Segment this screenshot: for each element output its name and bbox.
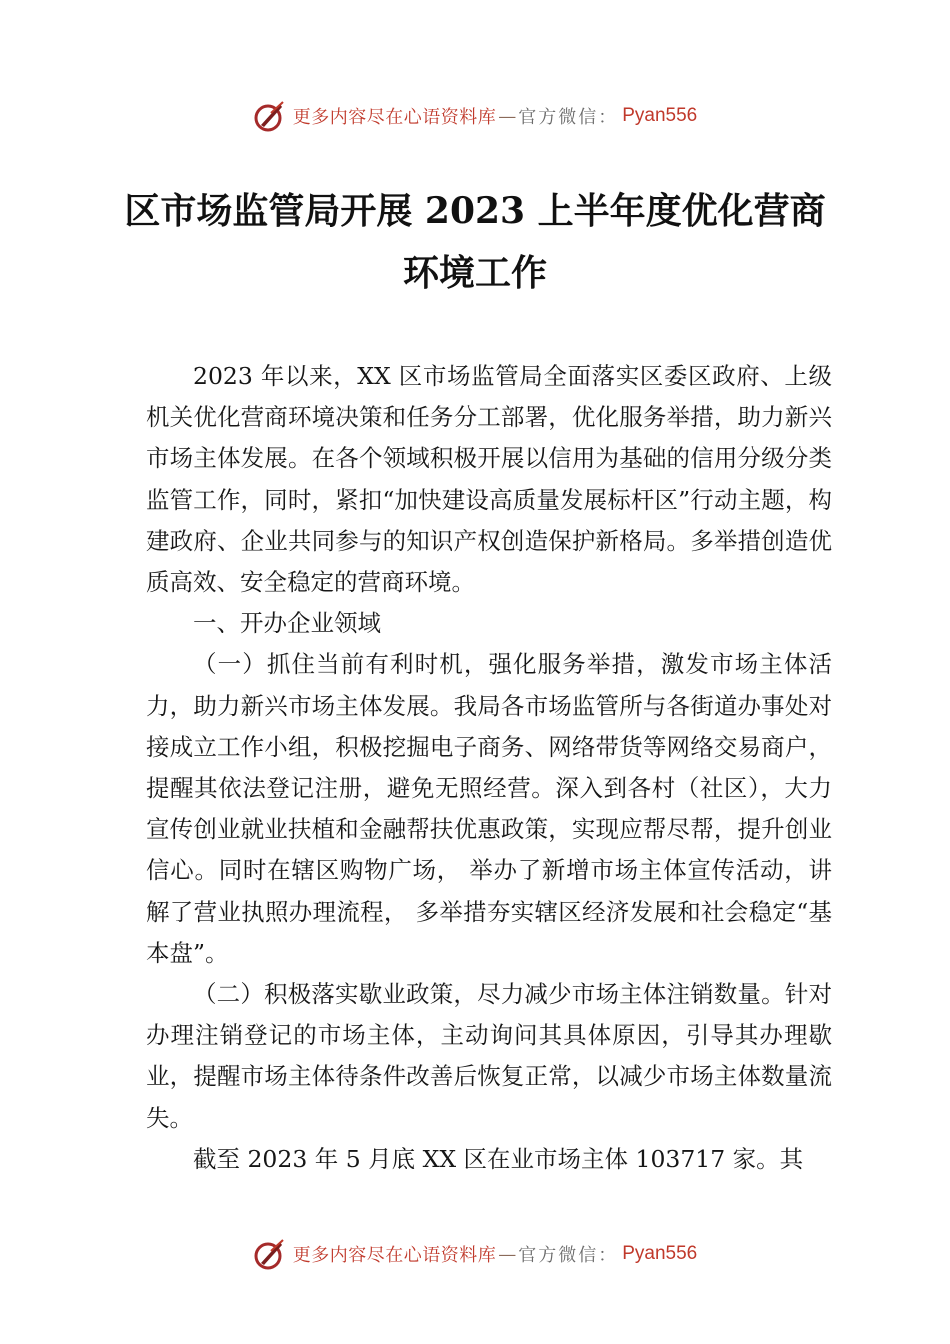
section-heading: 一、开办企业领域 — [193, 609, 381, 638]
banner-dash: — — [498, 105, 517, 127]
banner-dash: — — [498, 1243, 517, 1265]
title-line-2: 环境工作 — [402, 252, 547, 294]
banner-text: 更多内容尽在心语资料库 — [292, 107, 497, 128]
title-line-1: 区市场监管局开展 2023 上半年度优化营商 — [124, 190, 826, 232]
paragraph-stats: 截至 2023 年 5 月底 XX 区在业市场主体 103717 家。其 — [193, 1144, 804, 1173]
paragraph-intro: 2023 年以来，XX 区市场监管局全面落实区委区政府、上级机关优化营商环境决策和任务分工部署，优化服务举措，助力新兴市场主体发展。在各个领域积极开展以信用为基础的信用分级分类监管工作，同时，紧扣“加快建设高质量发展标杆区”行动主题，构建政府、企业共同参与的知识产权创造保护新格局。多举措创造优质高效、安全稳定的营商环境。 — [146, 362, 832, 597]
banner-wechat-id: Pyan556 — [622, 1243, 698, 1264]
document-title — [0, 180, 950, 304]
paragraph-item-1: （一）抓住当前有利时机，强化服务举措，激发市场主体活力，助力新兴市场主体发展。我局各市场监管所与各街道办事处对接成立工作小组，积极挖掘电子商务、网络带货等网络交易商户，提醒其依法登记注册，避免无照经营。深入到各村（社区），大力宣传创业就业扶植和金融帮扶优惠政策，实现应帮尽帮，提升创业信心。同时在辖区购物广场， 举办了新增市场主体宣传活动，讲解了营业执照办理流程， 多举措夯实辖区经济发展和社会稳定“基本盘”。 — [146, 650, 832, 967]
banner-label: 官方微信： — [518, 1245, 619, 1266]
quill-logo-icon — [253, 1237, 287, 1271]
banner-wechat-id: Pyan556 — [622, 105, 698, 126]
quill-logo-icon — [253, 99, 287, 133]
paragraph-item-2: （二）积极落实歇业政策，尽力减少市场主体注销数量。针对办理注销登记的市场主体，主动询问其具体原因，引导其办理歇业，提醒市场主体待条件改善后恢复正常，以减少市场主体数量流失。 — [146, 980, 832, 1132]
banner-label: 官方微信： — [518, 107, 619, 128]
document-body — [146, 356, 832, 1180]
header-banner — [0, 96, 950, 136]
banner-text: 更多内容尽在心语资料库 — [292, 1245, 497, 1266]
footer-banner — [0, 1234, 950, 1274]
